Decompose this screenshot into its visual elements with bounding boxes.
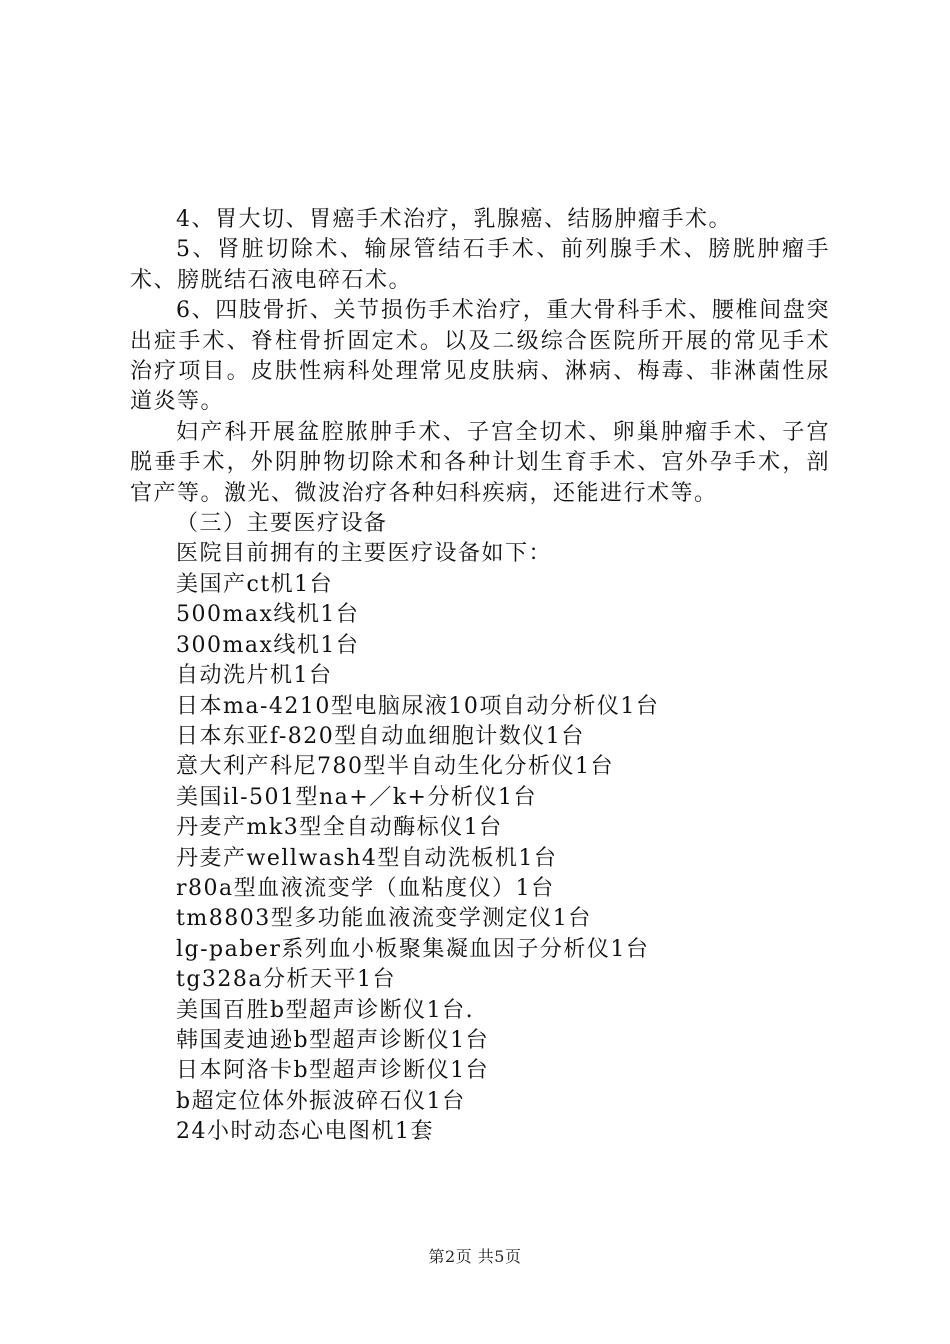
equipment-list bbox=[130, 570, 830, 1148]
paragraph-surgery-6: 6、四肢骨折、关节损伤手术治疗，重大骨科手术、腰椎间盘突出症手术、脊柱骨折固定术。以及二级综合医院所开展的常见手术治疗项目。皮肤性病科处理常见皮肤病、淋病、梅毒、非淋菌性尿道炎等。 bbox=[130, 298, 830, 415]
equipment-item: r80a型血液流变学（血粘度仪）1台 bbox=[176, 875, 555, 901]
equipment-item: 日本ma-4210型电脑尿液10项自动分析仪1台 bbox=[176, 693, 660, 719]
document-body bbox=[130, 205, 830, 1148]
paragraph-surgery-5: 5、肾脏切除术、输尿管结石手术、前列腺手术、膀胱肿瘤手术、膀胱结石液电碎石术。 bbox=[130, 237, 830, 293]
equipment-item: 300max线机1台 bbox=[176, 632, 360, 658]
equipment-item: 丹麦产mk3型全自动酶标仪1台 bbox=[176, 815, 503, 841]
paragraph-gynecology: 妇产科开展盆腔脓肿手术、子宫全切术、卵巢肿瘤手术、子宫脱垂手术，外阴肿物切除术和各种计划生育手术、宫外孕手术，剖官产等。激光、微波治疗各种妇科疾病，还能进行术等。 bbox=[130, 419, 830, 506]
equipment-item: 日本阿洛卡b型超声诊断仪1台 bbox=[176, 1058, 490, 1084]
equipment-item: tm8803型多功能血液流变学测定仪1台 bbox=[176, 906, 592, 932]
equipment-item: lg-paber系列血小板聚集凝血因子分析仪1台 bbox=[176, 936, 650, 962]
equipment-item: tg328a分析天平1台 bbox=[176, 967, 397, 993]
equipment-item: 自动洗片机1台 bbox=[176, 663, 333, 689]
equipment-item: 美国百胜b型超声诊断仪1台. bbox=[176, 997, 475, 1023]
equipment-item: 24小时动态心电图机1套 bbox=[176, 1119, 434, 1145]
equipment-item: 韩国麦迪逊b型超声诊断仪1台 bbox=[176, 1027, 490, 1053]
page-footer: 第2页 共5页 bbox=[428, 1247, 522, 1266]
equipment-item: 美国il-501型na+／k+分析仪1台 bbox=[176, 784, 537, 810]
equipment-item: 日本东亚f-820型自动血细胞计数仪1台 bbox=[176, 723, 585, 749]
equipment-item: 丹麦产wellwash4型自动洗板机1台 bbox=[176, 845, 558, 871]
section-heading: （三）主要医疗设备 bbox=[176, 511, 388, 537]
equipment-item: 500max线机1台 bbox=[176, 602, 360, 628]
equipment-item: b超定位体外振波碎石仪1台 bbox=[176, 1088, 466, 1114]
equipment-item: 意大利产科尼780型半自动生化分析仪1台 bbox=[176, 754, 614, 780]
equipment-item: 美国产ct机1台 bbox=[176, 571, 334, 597]
paragraph-surgery-4: 4、胃大切、胃癌手术治疗，乳腺癌、结肠肿瘤手术。 bbox=[176, 207, 732, 232]
equipment-intro: 医院目前拥有的主要医疗设备如下： bbox=[176, 541, 553, 567]
